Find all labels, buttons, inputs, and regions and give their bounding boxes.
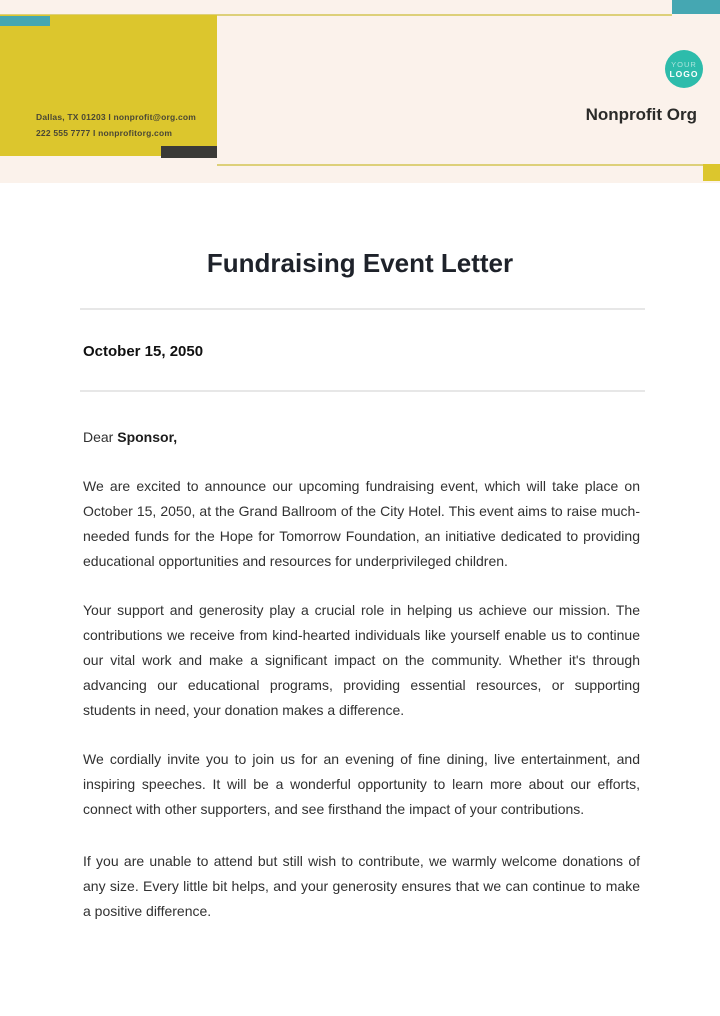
contact-phone-line: 222 555 7777 I nonprofitorg.com	[36, 127, 173, 138]
logo-text-your: YOUR	[671, 59, 697, 69]
salutation-prefix: Dear	[83, 429, 118, 445]
letterhead-header	[0, 0, 720, 183]
letter-body	[83, 426, 640, 948]
contact-address-line: Dallas, TX 01203 I nonprofit@org.com	[36, 112, 197, 122]
salutation	[83, 426, 640, 448]
divider-bottom	[80, 390, 645, 392]
page-title: Fundraising Event Letter	[206, 248, 514, 278]
divider-top	[80, 308, 645, 310]
teal-accent-top-right	[672, 0, 720, 14]
paragraph-support-impact: Your support and generosity play a crucial role in helping us achieve our mission. The contributions we receive from kind-hearted individuals like yourself enable us to continue our vital work and make a significant impact on the community. Whether it's through advancing our educational programs, providing essential resources, or supporting students in need, your donation makes a difference.	[83, 602, 640, 718]
contact-info	[36, 110, 212, 141]
org-logo-placeholder-icon	[665, 50, 703, 88]
yellow-accent-bottom-right	[703, 164, 720, 182]
yellow-rule-bottom	[217, 164, 703, 166]
org-name: Nonprofit Org	[585, 105, 697, 124]
paragraph-invitation: We cordially invite you to join us for an evening of fine dining, live entertainment, and inspiring speeches. It will be a wonderful opportunity to learn more about our efforts, connect with other supporters, and see firsthand the impact of your contributions.	[83, 751, 640, 817]
dark-accent-bar	[161, 146, 217, 158]
teal-accent-top-left	[0, 16, 50, 26]
salutation-name: Sponsor,	[117, 429, 178, 445]
paragraph-donations: If you are unable to attend but still wish to contribute, we warmly welcome donations of any size. Every little bit helps, and your generosity ensures that we can continue to make a positive difference.	[83, 853, 640, 919]
letter-date: October 15, 2050	[83, 343, 204, 360]
paragraph-event-announcement: We are excited to announce our upcoming fundraising event, which will take place on October 15, 2050, at the Grand Ballroom of the City Hotel. This event aims to raise much-needed funds for the Hope for Tomorrow Foundation, an initiative dedicated to providing educational opportunities and resources for underprivileged children.	[83, 478, 640, 569]
logo-text-logo: LOGO	[669, 68, 699, 79]
